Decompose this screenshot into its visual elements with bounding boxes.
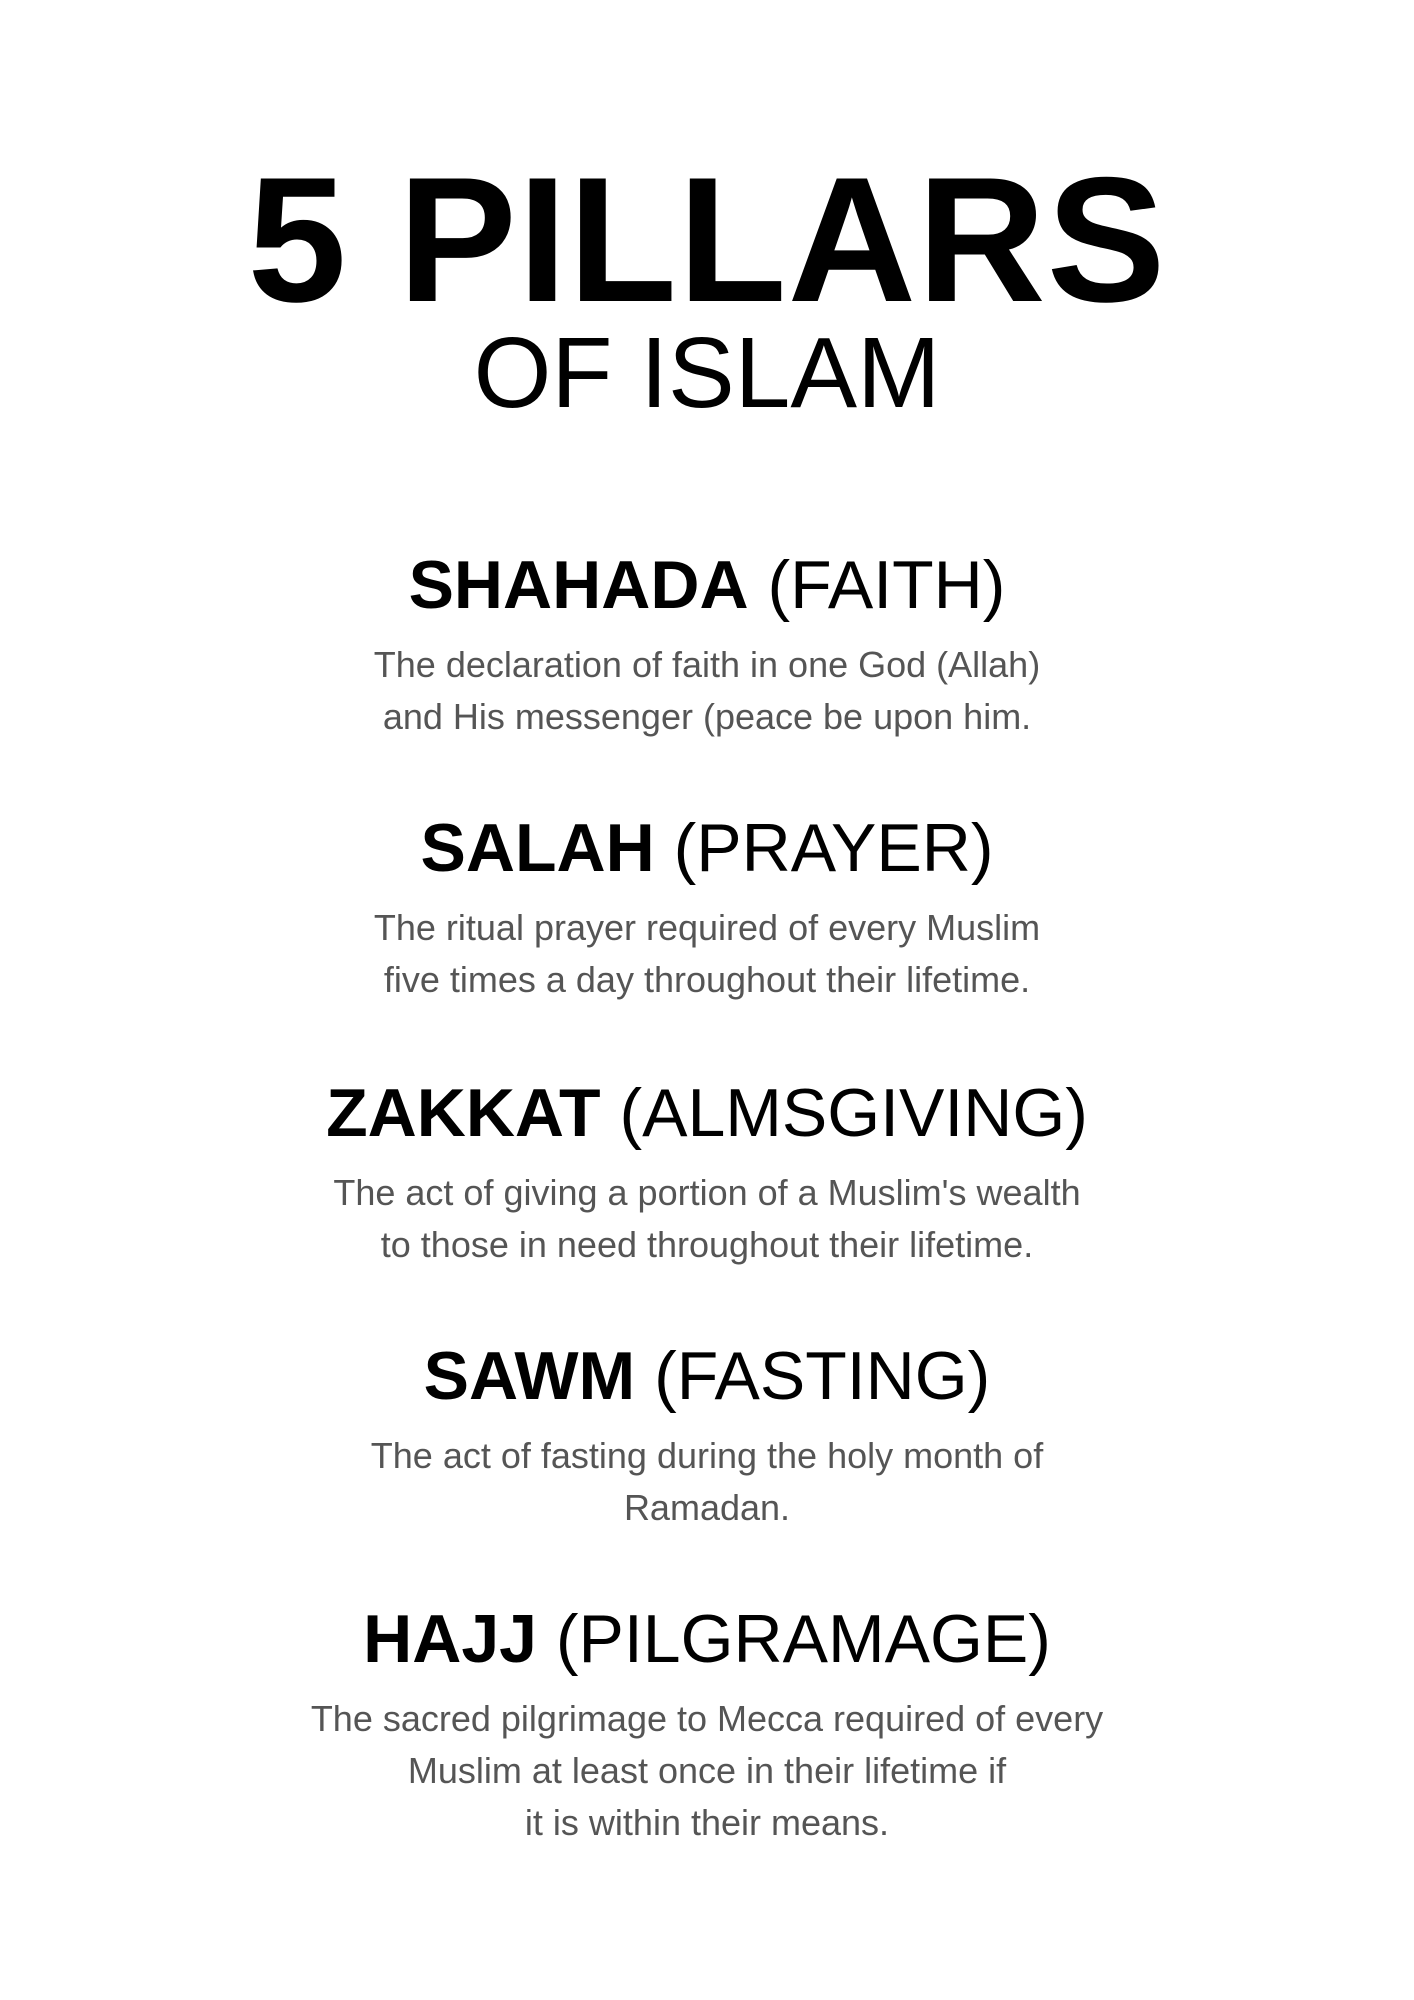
pillar-meaning: (FAITH)	[767, 547, 1006, 623]
description-line: and His messenger (peace be upon him.	[382, 696, 1032, 737]
pillar-name: SHAHADA	[408, 547, 749, 623]
pillar-name: ZAKKAT	[326, 1075, 601, 1151]
page-subtitle: OF ISLAM	[473, 317, 941, 429]
description-line: it is within their means.	[524, 1802, 890, 1843]
pillar-zakkat	[0, 1073, 1414, 1271]
pillar-description	[0, 1430, 1414, 1534]
pillar-name: SAWM	[423, 1338, 636, 1414]
pillar-heading	[0, 1599, 1414, 1679]
pillar-name: SALAH	[420, 810, 655, 886]
description-line: five times a day throughout their lifetime.	[383, 959, 1031, 1000]
pillar-heading	[0, 1336, 1414, 1416]
pillar-description	[0, 1693, 1414, 1849]
pillar-description	[0, 639, 1414, 743]
pillar-meaning: (ALMSGIVING)	[619, 1075, 1088, 1151]
description-line: Ramadan.	[623, 1487, 791, 1528]
pillar-shahada	[0, 545, 1414, 743]
pillar-heading	[0, 1073, 1414, 1153]
pillar-heading	[0, 545, 1414, 625]
pillar-sawm	[0, 1336, 1414, 1534]
pillar-name: HAJJ	[363, 1601, 537, 1677]
description-line: The act of giving a portion of a Muslim's wealth	[333, 1172, 1081, 1213]
pillar-heading	[0, 808, 1414, 888]
pillar-meaning: (PILGRAMAGE)	[555, 1601, 1051, 1677]
pillar-meaning: (FASTING)	[654, 1338, 991, 1414]
description-line: The declaration of faith in one God (Allah)	[373, 644, 1041, 685]
pillar-hajj	[0, 1599, 1414, 1849]
page-title: 5 PILLARS	[247, 140, 1167, 339]
pillar-meaning: (PRAYER)	[673, 810, 994, 886]
description-line: The act of fasting during the holy month of	[370, 1435, 1044, 1476]
description-line: Muslim at least once in their lifetime if	[407, 1750, 1007, 1791]
description-line: The ritual prayer required of every Muslim	[373, 907, 1041, 948]
description-line: The sacred pilgrimage to Mecca required of every	[310, 1698, 1104, 1739]
pillar-description	[0, 1167, 1414, 1271]
pillar-salah	[0, 808, 1414, 1006]
description-line: to those in need throughout their lifetime.	[380, 1224, 1034, 1265]
pillar-description	[0, 902, 1414, 1006]
